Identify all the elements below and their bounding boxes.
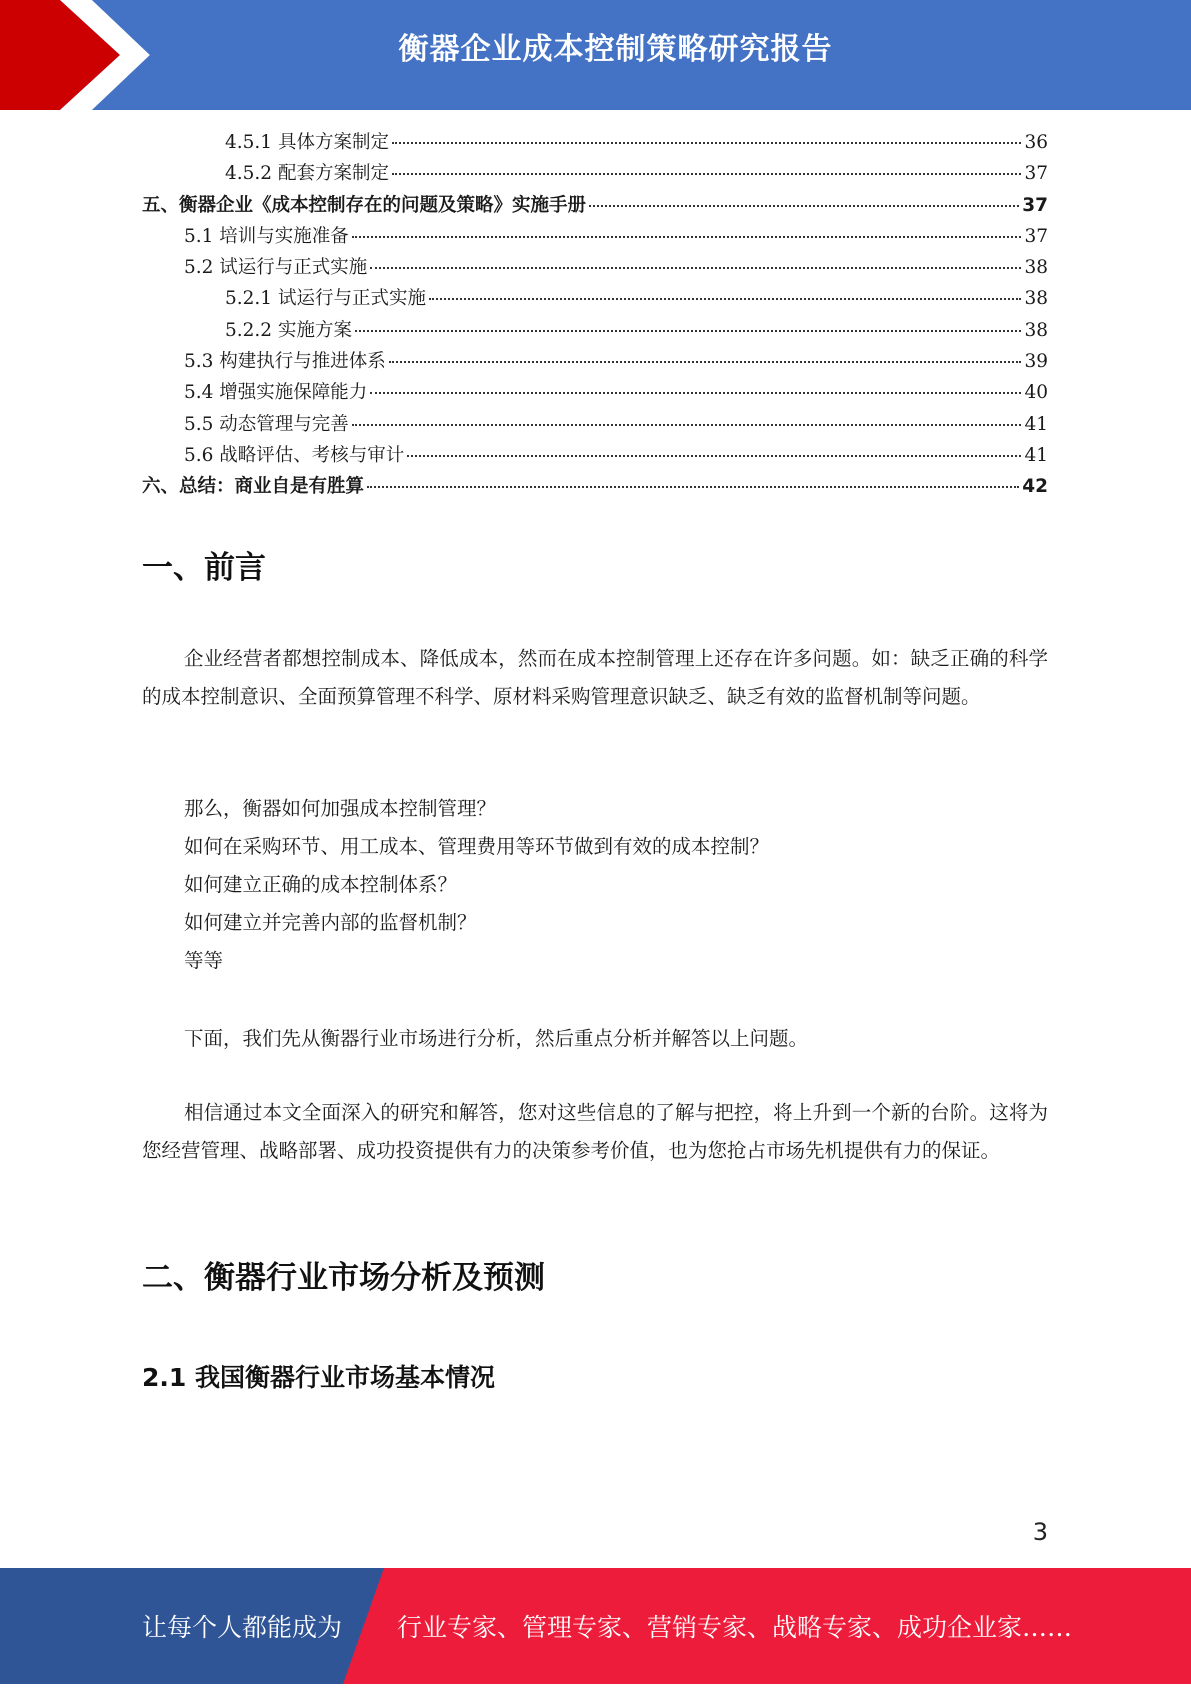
toc-entry-page: 39 [1024, 351, 1048, 373]
toc-entry-page: 36 [1024, 132, 1048, 153]
toc-entry[interactable] [142, 410, 1048, 441]
toc-entry[interactable] [142, 441, 1048, 472]
section-heading-market-analysis: 二、衡器行业市场分析及预测 [142, 1260, 545, 1296]
toc-dot-leader [392, 142, 1021, 144]
question-item: 如何在采购环节、用工成本、管理费用等环节做到有效的成本控制？ [184, 835, 770, 858]
toc-dot-leader [352, 236, 1022, 238]
toc-entry-title: 4.5.1 具体方案制定 [225, 132, 389, 153]
footer-band [0, 1568, 1191, 1684]
preface-closing-paragraph: 相信通过本文全面深入的研究和解答，您对这些信息的了解与把控，将上升到一个新的台阶。这将为您经营管理、战略部署、成功投资提供有力的决策参考价值，也为您抢占市场先机提供有力的保证。 [142, 1101, 1048, 1162]
toc-entry-title: 六、总结：商业自是有胜算 [142, 476, 365, 498]
toc-entry[interactable] [142, 128, 1048, 159]
toc-entry-page: 37 [1024, 225, 1048, 247]
section-heading-preface: 一、前言 [142, 550, 266, 586]
toc-dot-leader [589, 205, 1019, 207]
toc-entry-title: 5.5 动态管理与完善 [184, 413, 349, 435]
toc-entry-page: 38 [1024, 257, 1048, 279]
preface-next-paragraph: 下面，我们先从衡器行业市场进行分析，然后重点分析并解答以上问题。 [184, 1027, 809, 1050]
toc-entry[interactable] [142, 191, 1048, 222]
toc-entry-title: 5.4 增强实施保障能力 [184, 382, 368, 404]
toc-entry[interactable] [142, 347, 1048, 378]
header-band [0, 0, 1191, 110]
toc-entry-page: 42 [1022, 476, 1048, 498]
question-item: 如何建立并完善内部的监督机制？ [184, 911, 477, 934]
toc-entry-title: 五、衡器企业《成本控制存在的问题及策略》实施手册 [142, 194, 587, 216]
toc-dot-leader [367, 486, 1019, 488]
toc-dot-leader [392, 173, 1021, 175]
toc-entry[interactable] [142, 222, 1048, 253]
footer-slogan-right: 行业专家、管理专家、营销专家、战略专家、成功企业家…… [397, 1613, 1073, 1642]
toc-entry[interactable] [142, 378, 1048, 409]
report-title: 衡器企业成本控制策略研究报告 [398, 32, 833, 67]
toc-entry-page: 38 [1024, 319, 1048, 341]
toc-entry-title: 5.6 战略评估、考核与审计 [184, 444, 405, 466]
toc-dot-leader [429, 298, 1021, 300]
toc-entry-title: 5.2.2 实施方案 [225, 319, 352, 341]
toc-entry[interactable] [142, 284, 1048, 315]
toc-dot-leader [352, 424, 1022, 426]
toc-entry-page: 40 [1024, 382, 1048, 404]
toc-entry-title: 5.2 试运行与正式实施 [184, 257, 368, 279]
toc-entry[interactable] [142, 472, 1048, 503]
toc-entry-page: 41 [1024, 444, 1048, 466]
footer-slogan-left: 让每个人都能成为 [142, 1613, 343, 1642]
question-item: 那么，衡器如何加强成本控制管理？ [184, 797, 497, 820]
question-item: 等等 [184, 949, 224, 972]
table-of-contents [142, 128, 1048, 504]
question-list [184, 790, 1044, 980]
toc-dot-leader [389, 361, 1022, 363]
toc-entry-page: 41 [1024, 413, 1048, 435]
page-number: 3 [1032, 1518, 1048, 1546]
toc-dot-leader [370, 267, 1021, 269]
toc-dot-leader [355, 330, 1022, 332]
toc-entry[interactable] [142, 159, 1048, 190]
subsection-heading-2-1: 2.1 我国衡器行业市场基本情况 [142, 1363, 495, 1392]
toc-entry-title: 5.3 构建执行与推进体系 [184, 351, 386, 373]
toc-entry-title: 5.1 培训与实施准备 [184, 225, 349, 247]
preface-intro-paragraph: 企业经营者都想控制成本、降低成本，然而在成本控制管理上还存在许多问题。如：缺乏正确的科学的成本控制意识、全面预算管理不科学、原材料采购管理意识缺乏、缺乏有效的监督机制等问题。 [142, 647, 1048, 708]
toc-dot-leader [370, 392, 1021, 394]
toc-entry[interactable] [142, 316, 1048, 347]
toc-entry-page: 37 [1022, 194, 1048, 216]
question-item: 如何建立正确的成本控制体系？ [184, 873, 458, 896]
toc-entry-title: 4.5.2 配套方案制定 [225, 163, 389, 185]
toc-entry[interactable] [142, 253, 1048, 284]
toc-entry-title: 5.2.1 试运行与正式实施 [225, 288, 426, 310]
toc-dot-leader [407, 455, 1021, 457]
toc-entry-page: 37 [1024, 163, 1048, 185]
toc-entry-page: 38 [1024, 288, 1048, 310]
